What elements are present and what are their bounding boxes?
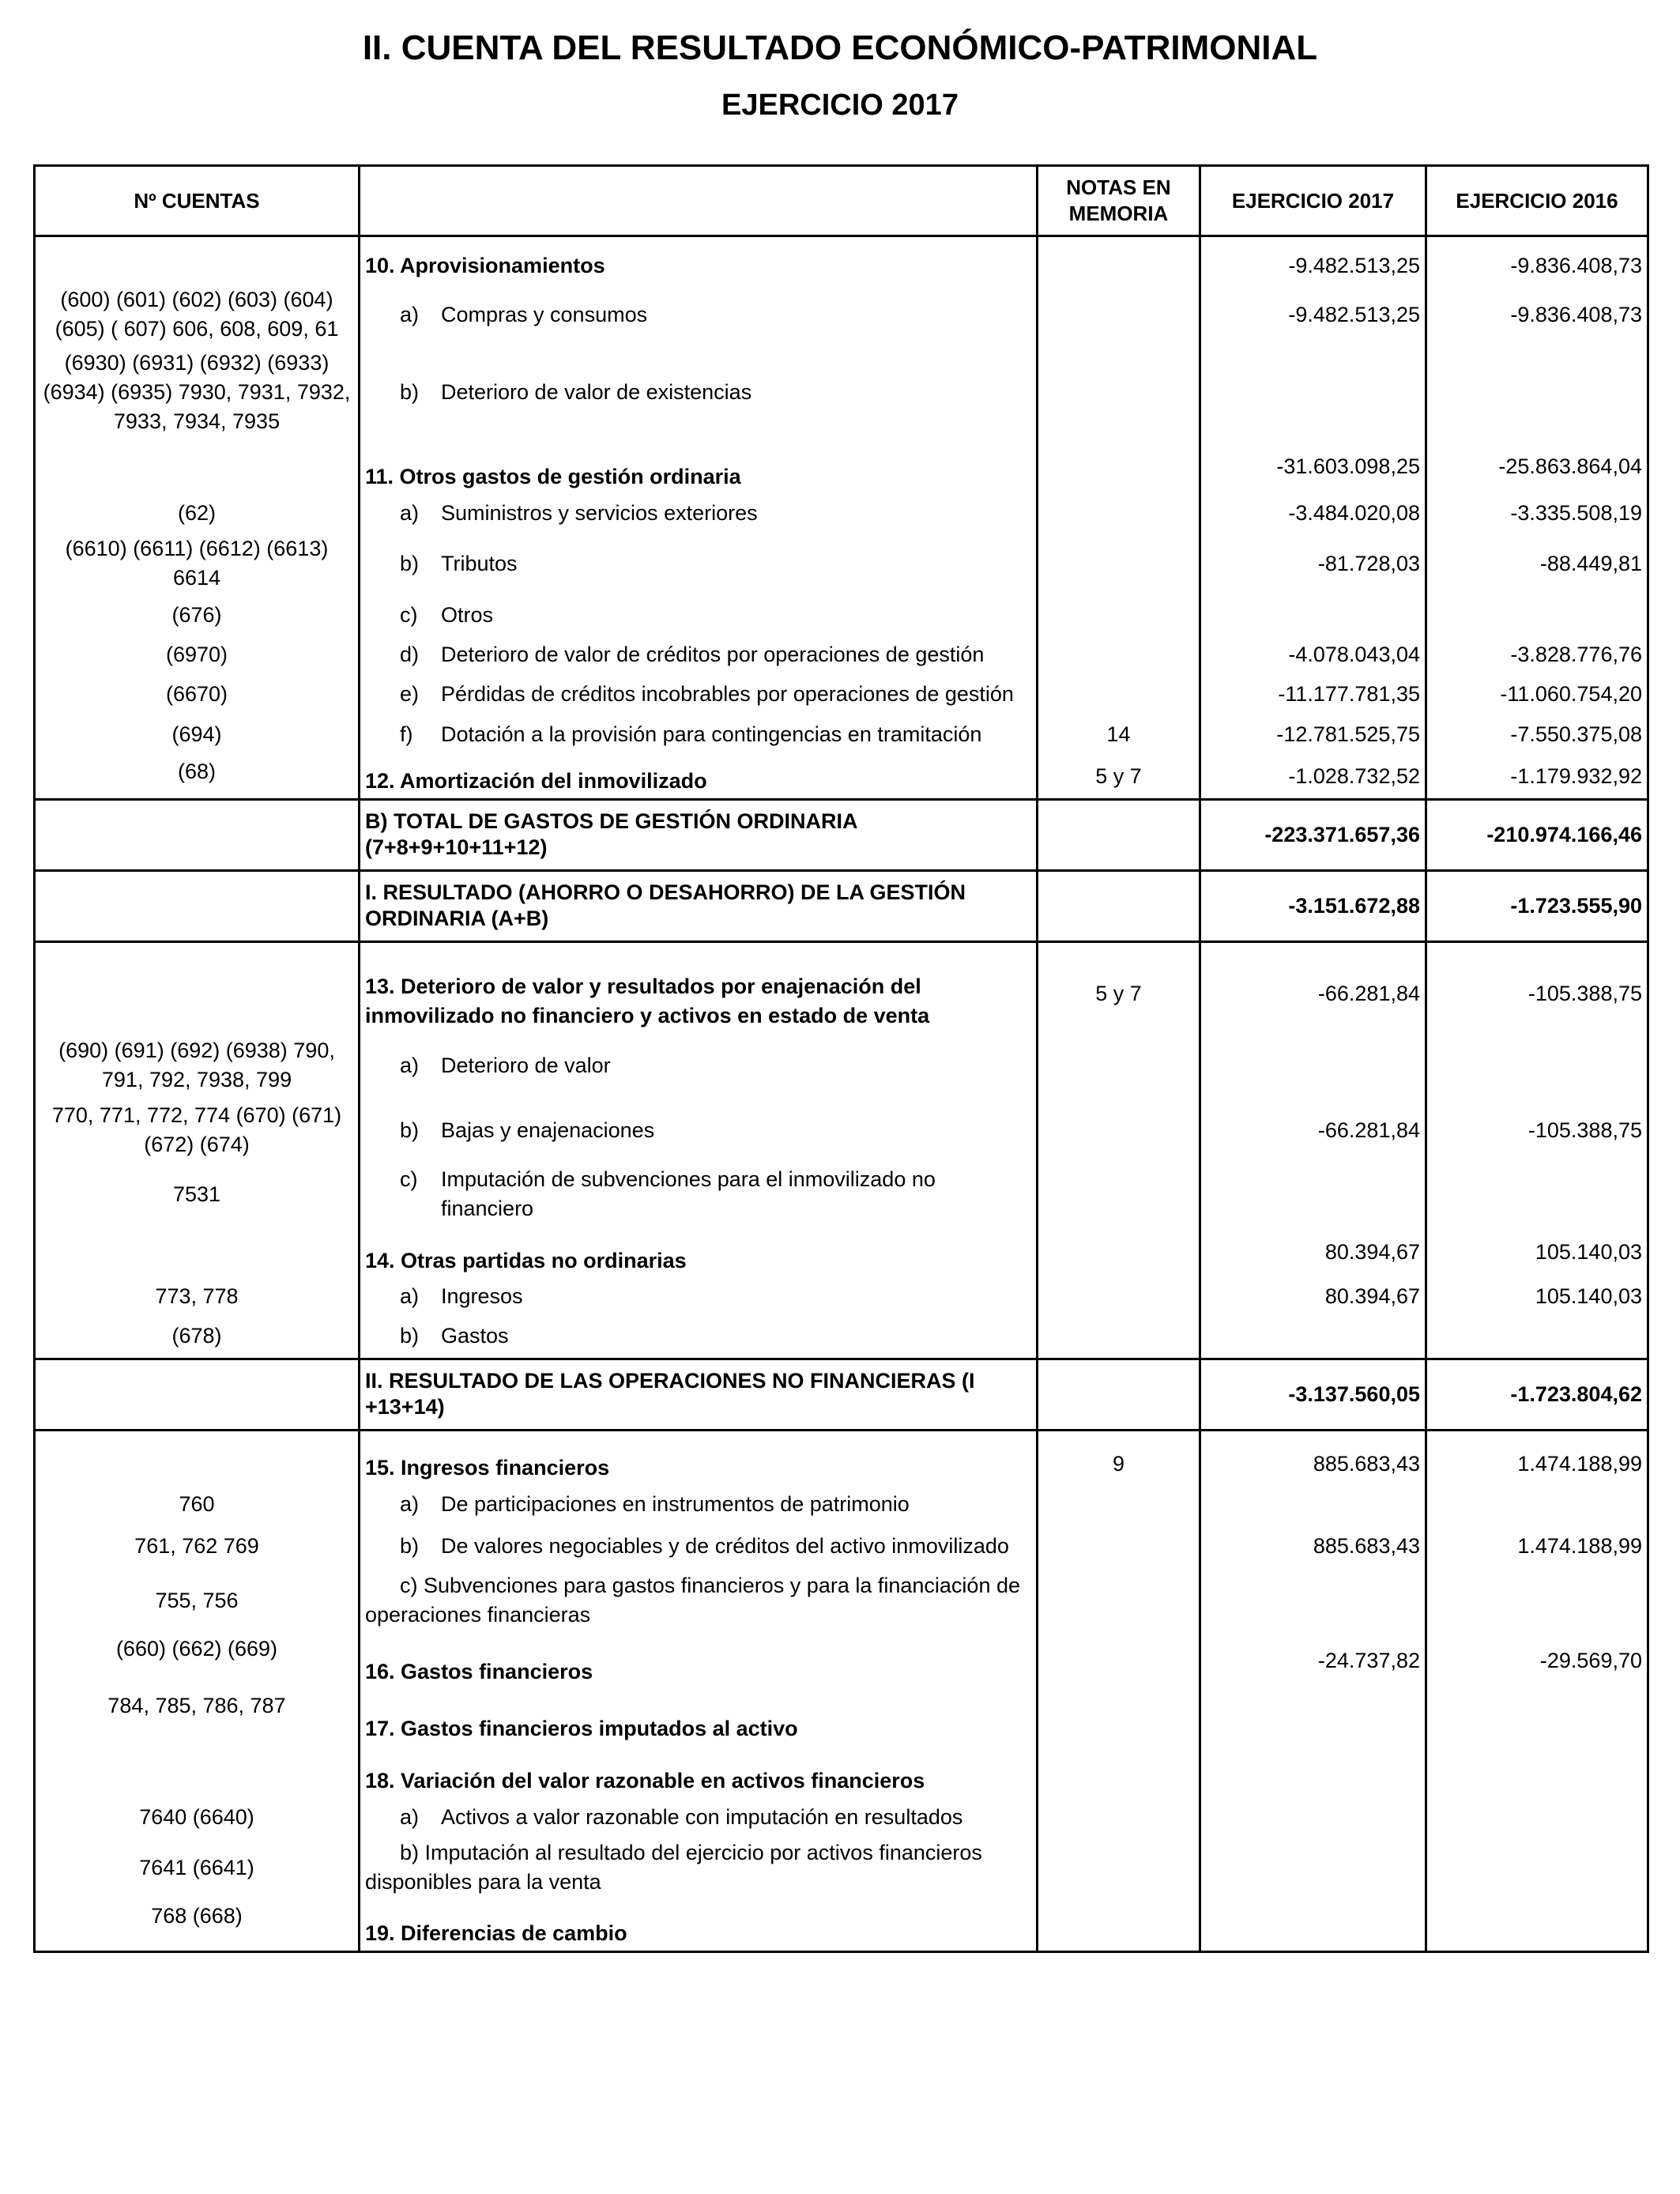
table-row [35, 236, 1648, 284]
account-codes-cell [35, 1226, 360, 1278]
item-label: Deterioro de valor [441, 1053, 611, 1077]
item-label: Imputación al resultado del ejercicio por activos financieros disponibles para la venta [365, 1841, 982, 1894]
concept-cell: B) TOTAL DE GASTOS DE GESTIÓN ORDINARIA (7+8+9+10+11+12) [360, 799, 1038, 870]
table-row [35, 494, 1648, 532]
item-letter: b) [400, 1323, 420, 1348]
table-row [35, 1899, 1648, 1951]
value-2017-cell: -4.078.043,04 [1200, 635, 1426, 674]
item-label: De valores negociables y de créditos del activo inmovilizado [441, 1533, 1009, 1558]
value-2016-cell: -210.974.166,46 [1426, 799, 1648, 870]
notes-cell: 14 [1038, 714, 1200, 755]
concept-cell: 12. Amortización del inmovilizado [360, 755, 1038, 799]
concept-cell [360, 1278, 1038, 1314]
notes-cell [1038, 1278, 1200, 1314]
item-label: Dotación a la provisión para contingencias en tramitación [441, 722, 982, 746]
total-row [35, 799, 1648, 870]
notes-cell [1038, 1523, 1200, 1569]
table-row [35, 941, 1648, 1033]
account-codes-cell: (600) (601) (602) (603) (604) (605) ( 607) 606, 608, 609, 61 [35, 283, 360, 346]
item-label: Imputación de subvenciones para el inmovilizado no financiero [441, 1167, 936, 1220]
concept-cell: 19. Diferencias de cambio [360, 1899, 1038, 1951]
account-codes-cell: (68) [35, 755, 360, 799]
account-codes-cell: (6930) (6931) (6932) (6933) (6934) (6935) 7930, 7931, 7932, 7933, 7934, 7935 [35, 346, 360, 439]
table-row [35, 1226, 1648, 1278]
notes-cell [1038, 1836, 1200, 1899]
concept-cell [360, 1033, 1038, 1098]
item-letter: c) [400, 602, 418, 627]
value-2016-cell: -29.569,70 [1426, 1632, 1648, 1689]
table-row [35, 1033, 1648, 1098]
notes-cell [1038, 595, 1200, 635]
table-row [35, 1798, 1648, 1836]
account-codes-cell: 760 [35, 1485, 360, 1523]
concept-cell [360, 1163, 1038, 1226]
account-codes-cell: 784, 785, 786, 787 [35, 1689, 360, 1746]
value-2017-cell [1200, 1314, 1426, 1359]
page-subtitle: EJERCICIO 2017 [721, 89, 959, 122]
table-row [35, 283, 1648, 346]
item-letter: d) [400, 642, 420, 666]
notes-cell [1038, 1485, 1200, 1523]
item-letter: a) [400, 302, 420, 326]
account-codes-cell: (678) [35, 1314, 360, 1359]
table-row [35, 1314, 1648, 1359]
value-2016-cell [1426, 346, 1648, 439]
notes-cell [1038, 799, 1200, 870]
notes-cell [1038, 1226, 1200, 1278]
income-statement-table [33, 164, 1649, 1953]
concept-cell: 18. Variación del valor razonable en activos financieros [360, 1746, 1038, 1798]
item-label: Bajas y enajenaciones [441, 1118, 655, 1142]
item-letter: a) [400, 1053, 420, 1077]
item-label: Compras y consumos [441, 302, 648, 326]
value-2017-cell: -24.737,82 [1200, 1632, 1426, 1689]
notes-cell [1038, 674, 1200, 714]
notes-cell: 5 y 7 [1038, 941, 1200, 1033]
value-2016-cell: -3.335.508,19 [1426, 494, 1648, 532]
value-2017-cell: -3.484.020,08 [1200, 494, 1426, 532]
notes-cell [1038, 1569, 1200, 1632]
value-2016-cell: -1.179.932,92 [1426, 755, 1648, 799]
page-title: II. CUENTA DEL RESULTADO ECONÓMICO-PATRIMONIAL [362, 28, 1318, 67]
item-letter: a) [400, 1284, 420, 1308]
value-2017-cell: 885.683,43 [1200, 1430, 1426, 1485]
concept-cell: 15. Ingresos financieros [360, 1430, 1038, 1485]
header-year-2017: EJERCICIO 2017 [1200, 166, 1426, 236]
header-accounts: Nº CUENTAS [35, 166, 360, 236]
account-codes-cell [35, 870, 360, 941]
notes-cell [1038, 1798, 1200, 1836]
account-codes-cell: 761, 762 769 [35, 1523, 360, 1569]
notes-cell [1038, 1163, 1200, 1226]
value-2017-cell: -11.177.781,35 [1200, 674, 1426, 714]
table-row [35, 1430, 1648, 1485]
item-letter: f) [400, 722, 413, 746]
notes-cell [1038, 236, 1200, 284]
table-row [35, 595, 1648, 635]
value-2016-cell [1426, 1485, 1648, 1523]
item-label: Gastos [441, 1323, 509, 1348]
table-row [35, 1098, 1648, 1163]
value-2016-cell: -105.388,75 [1426, 941, 1648, 1033]
concept-cell: I. RESULTADO (AHORRO O DESAHORRO) DE LA GESTIÓN ORDINARIA (A+B) [360, 870, 1038, 941]
account-codes-cell: (676) [35, 595, 360, 635]
notes-cell [1038, 635, 1200, 674]
table-row [35, 1632, 1648, 1689]
account-codes-cell: (6610) (6611) (6612) (6613) 6614 [35, 532, 360, 595]
value-2016-cell: -105.388,75 [1426, 1098, 1648, 1163]
item-label: De participaciones en instrumentos de patrimonio [441, 1491, 910, 1516]
notes-cell [1038, 283, 1200, 346]
table-row [35, 1278, 1648, 1314]
account-codes-cell [35, 236, 360, 284]
value-2017-cell [1200, 1163, 1426, 1226]
value-2017-cell: -223.371.657,36 [1200, 799, 1426, 870]
table-row [35, 1836, 1648, 1899]
account-codes-cell: 755, 756 [35, 1569, 360, 1632]
notes-cell: 5 y 7 [1038, 755, 1200, 799]
table-row [35, 346, 1648, 439]
concept-cell [360, 283, 1038, 346]
table-row [35, 1689, 1648, 1746]
item-letter: b) [400, 1841, 420, 1864]
value-2016-cell: -88.449,81 [1426, 532, 1648, 595]
table-row [35, 1485, 1648, 1523]
table-row [35, 755, 1648, 799]
notes-cell [1038, 1899, 1200, 1951]
notes-cell [1038, 1314, 1200, 1359]
notes-cell [1038, 532, 1200, 595]
account-codes-cell: (694) [35, 714, 360, 755]
notes-cell [1038, 870, 1200, 941]
account-codes-cell: (690) (691) (692) (6938) 790, 791, 792, 7938, 799 [35, 1033, 360, 1098]
item-letter: a) [400, 500, 420, 525]
notes-cell [1038, 494, 1200, 532]
table-row [35, 1163, 1648, 1226]
value-2017-cell: -1.028.732,52 [1200, 755, 1426, 799]
value-2016-cell [1426, 1746, 1648, 1798]
value-2017-cell: -3.151.672,88 [1200, 870, 1426, 941]
concept-cell [360, 346, 1038, 439]
value-2017-cell [1200, 346, 1426, 439]
value-2017-cell [1200, 1836, 1426, 1899]
notes-cell [1038, 1033, 1200, 1098]
notes-cell [1038, 1746, 1200, 1798]
concept-cell: II. RESULTADO DE LAS OPERACIONES NO FINANCIERAS (I +13+14) [360, 1359, 1038, 1430]
item-label: Ingresos [441, 1284, 523, 1308]
concept-cell [360, 1798, 1038, 1836]
value-2016-cell [1426, 1569, 1648, 1632]
concept-cell [360, 714, 1038, 755]
item-label: Otros [441, 602, 494, 627]
concept-cell: 16. Gastos financieros [360, 1632, 1038, 1689]
concept-cell [360, 1523, 1038, 1569]
value-2017-cell [1200, 1033, 1426, 1098]
value-2017-cell: -9.482.513,25 [1200, 283, 1426, 346]
value-2016-cell [1426, 1899, 1648, 1951]
item-label: Activos a valor razonable con imputación en resultados [441, 1804, 963, 1829]
total-row [35, 870, 1648, 941]
value-2016-cell [1426, 1033, 1648, 1098]
table-row [35, 714, 1648, 755]
total-row [35, 1359, 1648, 1430]
account-codes-cell: 768 (668) [35, 1899, 360, 1951]
account-codes-cell: 7640 (6640) [35, 1798, 360, 1836]
item-label: Suministros y servicios exteriores [441, 500, 758, 525]
item-letter: b) [400, 1533, 420, 1558]
account-codes-cell: (6970) [35, 635, 360, 674]
concept-cell [360, 494, 1038, 532]
value-2016-cell: -9.836.408,73 [1426, 283, 1648, 346]
value-2016-cell: 105.140,03 [1426, 1278, 1648, 1314]
table-header-row [35, 166, 1648, 236]
value-2017-cell: -3.137.560,05 [1200, 1359, 1426, 1430]
table-body [35, 236, 1648, 1952]
item-letter: b) [400, 1118, 420, 1142]
table-row [35, 635, 1648, 674]
table-row [35, 439, 1648, 494]
concept-cell: 13. Deterioro de valor y resultados por enajenación del inmovilizado no financiero y activos en estado de venta [360, 941, 1038, 1033]
account-codes-cell: (660) (662) (669) [35, 1632, 360, 1689]
value-2017-cell [1200, 595, 1426, 635]
value-2017-cell [1200, 1569, 1426, 1632]
concept-cell: 14. Otras partidas no ordinarias [360, 1226, 1038, 1278]
item-letter: a) [400, 1804, 420, 1829]
account-codes-cell [35, 941, 360, 1033]
value-2017-cell: -31.603.098,25 [1200, 439, 1426, 494]
value-2017-cell [1200, 1689, 1426, 1746]
concept-cell [360, 1569, 1038, 1632]
header-notes: NOTAS EN MEMORIA [1038, 166, 1200, 236]
value-2017-cell: -66.281,84 [1200, 1098, 1426, 1163]
concept-cell [360, 635, 1038, 674]
concept-cell [360, 1485, 1038, 1523]
concept-cell [360, 532, 1038, 595]
table-row [35, 532, 1648, 595]
value-2016-cell [1426, 1163, 1648, 1226]
table-row [35, 1569, 1648, 1632]
value-2016-cell [1426, 1314, 1648, 1359]
account-codes-cell [35, 1746, 360, 1798]
value-2017-cell: 885.683,43 [1200, 1523, 1426, 1569]
item-label: Subvenciones para gastos financieros y para la financiación de operaciones financieras [365, 1574, 1020, 1627]
header-concept [360, 166, 1038, 236]
value-2016-cell [1426, 1689, 1648, 1746]
value-2017-cell [1200, 1798, 1426, 1836]
value-2016-cell: -3.828.776,76 [1426, 635, 1648, 674]
concept-cell [360, 1836, 1038, 1899]
value-2016-cell: -1.723.804,62 [1426, 1359, 1648, 1430]
notes-cell: 9 [1038, 1430, 1200, 1485]
value-2017-cell: -81.728,03 [1200, 532, 1426, 595]
table-row [35, 1746, 1648, 1798]
value-2016-cell: -25.863.864,04 [1426, 439, 1648, 494]
value-2017-cell [1200, 1899, 1426, 1951]
account-codes-cell [35, 439, 360, 494]
notes-cell [1038, 1359, 1200, 1430]
notes-cell [1038, 1098, 1200, 1163]
account-codes-cell: 770, 771, 772, 774 (670) (671) (672) (674) [35, 1098, 360, 1163]
notes-cell [1038, 1632, 1200, 1689]
account-codes-cell [35, 799, 360, 870]
value-2016-cell [1426, 1836, 1648, 1899]
item-letter: a) [400, 1491, 420, 1516]
value-2016-cell: -11.060.754,20 [1426, 674, 1648, 714]
account-codes-cell [35, 1430, 360, 1485]
notes-cell [1038, 439, 1200, 494]
value-2016-cell: 1.474.188,99 [1426, 1523, 1648, 1569]
account-codes-cell: 7531 [35, 1163, 360, 1226]
value-2016-cell: 105.140,03 [1426, 1226, 1648, 1278]
item-label: Tributos [441, 551, 518, 575]
item-letter: c) [400, 1167, 418, 1191]
item-letter: c) [400, 1574, 418, 1597]
concept-cell [360, 595, 1038, 635]
value-2017-cell: -66.281,84 [1200, 941, 1426, 1033]
concept-cell [360, 1314, 1038, 1359]
value-2016-cell [1426, 1798, 1648, 1836]
table-row [35, 674, 1648, 714]
value-2017-cell [1200, 1746, 1426, 1798]
value-2017-cell: -12.781.525,75 [1200, 714, 1426, 755]
concept-cell [360, 1098, 1038, 1163]
item-label: Deterioro de valor de créditos por operaciones de gestión [441, 642, 985, 666]
value-2017-cell: 80.394,67 [1200, 1226, 1426, 1278]
concept-cell [360, 674, 1038, 714]
value-2017-cell: 80.394,67 [1200, 1278, 1426, 1314]
value-2016-cell: -1.723.555,90 [1426, 870, 1648, 941]
account-codes-cell: (62) [35, 494, 360, 532]
account-codes-cell: 773, 778 [35, 1278, 360, 1314]
value-2017-cell: -9.482.513,25 [1200, 236, 1426, 284]
value-2016-cell: -9.836.408,73 [1426, 236, 1648, 284]
item-letter: b) [400, 380, 420, 404]
concept-cell: 10. Aprovisionamientos [360, 236, 1038, 284]
value-2016-cell: -7.550.375,08 [1426, 714, 1648, 755]
item-letter: e) [400, 681, 420, 706]
account-codes-cell: 7641 (6641) [35, 1836, 360, 1899]
item-letter: b) [400, 551, 420, 575]
item-label: Pérdidas de créditos incobrables por operaciones de gestión [441, 681, 1014, 706]
header-year-2016: EJERCICIO 2016 [1426, 166, 1648, 236]
value-2016-cell [1426, 595, 1648, 635]
account-codes-cell: (6670) [35, 674, 360, 714]
value-2017-cell [1200, 1485, 1426, 1523]
item-label: Deterioro de valor de existencias [441, 380, 752, 404]
value-2016-cell: 1.474.188,99 [1426, 1430, 1648, 1485]
table-row [35, 1523, 1648, 1569]
notes-cell [1038, 346, 1200, 439]
concept-cell: 17. Gastos financieros imputados al activo [360, 1689, 1038, 1746]
notes-cell [1038, 1689, 1200, 1746]
concept-cell: 11. Otros gastos de gestión ordinaria [360, 439, 1038, 494]
account-codes-cell [35, 1359, 360, 1430]
